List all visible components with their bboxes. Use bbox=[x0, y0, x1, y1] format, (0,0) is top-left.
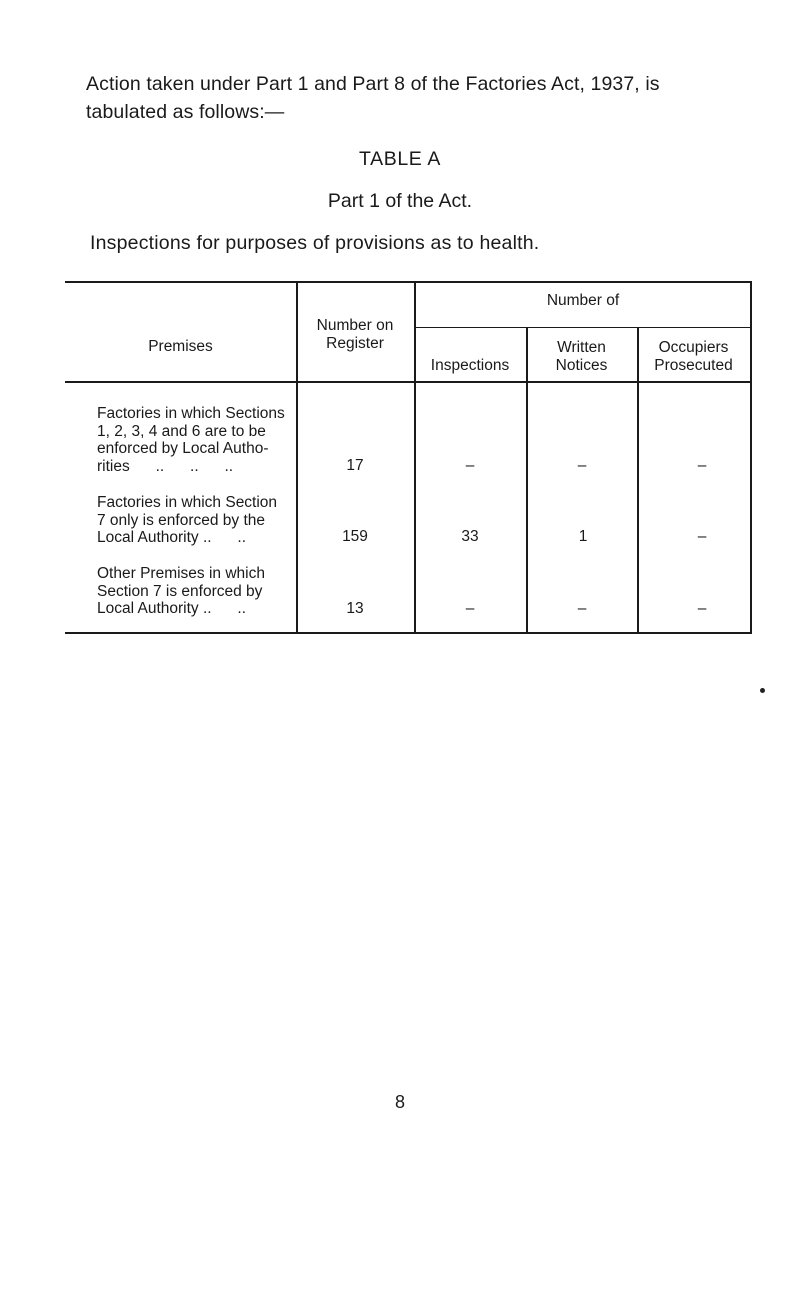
inspections-table bbox=[65, 281, 752, 634]
header-separator bbox=[65, 381, 752, 383]
row-3-line-1: Other Premises in which bbox=[97, 565, 265, 582]
row-3-occupiers-prosecuted: – bbox=[697, 600, 707, 617]
table-border-bottom bbox=[65, 632, 752, 634]
header-register-line1: Number on bbox=[316, 317, 394, 334]
row-2-inspections: 33 bbox=[461, 528, 479, 545]
row-1-written-notices: – bbox=[577, 457, 587, 474]
table-title: TABLE A bbox=[359, 148, 441, 170]
row-2-line-2: 7 only is enforced by the bbox=[97, 511, 266, 529]
row-3-inspections: – bbox=[465, 600, 475, 617]
col-rule-5 bbox=[750, 281, 752, 634]
row-2-register: 159 bbox=[342, 528, 368, 545]
intro-line-1: Action taken under Part 1 and Part 8 of the Factories Act, 1937, is bbox=[86, 73, 660, 95]
part-label: Part 1 of the Act. bbox=[327, 190, 473, 212]
intro-line-2: tabulated as follows:— bbox=[86, 101, 285, 123]
row-1-occupiers-prosecuted: – bbox=[697, 457, 707, 474]
header-occupiers-prosecuted bbox=[637, 339, 750, 375]
row-3-register: 13 bbox=[346, 600, 364, 617]
table-row-2-premises bbox=[97, 494, 293, 547]
intro-paragraph bbox=[86, 70, 766, 126]
col-rule-2 bbox=[414, 281, 416, 634]
table-row-1-premises bbox=[97, 405, 293, 475]
row-1-line-1: Factories in which Sections bbox=[97, 405, 285, 422]
header-notices-line1: Written bbox=[557, 339, 606, 356]
row-3-line-2: Section 7 is enforced by bbox=[97, 582, 263, 600]
header-prosecuted-line2: Prosecuted bbox=[654, 357, 733, 374]
row-1-register: 17 bbox=[346, 457, 364, 474]
header-prosecuted-line1: Occupiers bbox=[658, 339, 729, 356]
row-1-line-2: 1, 2, 3, 4 and 6 are to be bbox=[97, 422, 266, 440]
header-notices-line2: Notices bbox=[555, 357, 608, 374]
row-2-line-1: Factories in which Section bbox=[97, 494, 278, 511]
number-of-separator bbox=[414, 327, 752, 328]
section-heading: Inspections for purposes of provisions as to health. bbox=[90, 232, 540, 254]
table-row-3-premises bbox=[97, 565, 293, 618]
row-2-line-3: Local Authority .. .. bbox=[97, 529, 247, 546]
row-2-occupiers-prosecuted: – bbox=[697, 528, 707, 545]
row-2-written-notices: 1 bbox=[578, 528, 588, 545]
row-3-written-notices: – bbox=[577, 600, 587, 617]
header-register-line2: Register bbox=[326, 335, 384, 352]
page-number: 8 bbox=[394, 1092, 405, 1112]
ink-speck bbox=[760, 688, 765, 693]
header-premises: Premises bbox=[148, 338, 213, 355]
header-number-of: Number of bbox=[546, 292, 620, 309]
header-number-on-register bbox=[296, 317, 414, 353]
header-inspections: Inspections bbox=[430, 357, 510, 374]
header-written-notices bbox=[526, 339, 637, 375]
row-1-line-4: rities .. .. .. bbox=[97, 457, 234, 475]
row-1-line-3: enforced by Local Autho- bbox=[97, 440, 269, 457]
row-1-inspections: – bbox=[465, 457, 475, 474]
row-3-line-3: Local Authority .. .. bbox=[97, 600, 247, 617]
table-border-top bbox=[65, 281, 752, 283]
